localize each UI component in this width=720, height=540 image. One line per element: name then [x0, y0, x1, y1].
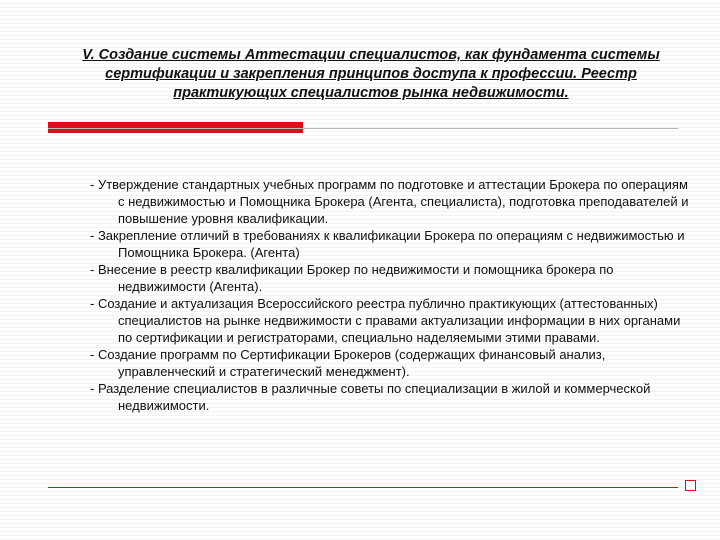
- bullet-item: - Разделение специалистов в различные советы по специализации в жилой и коммерческой недвижимости.: [90, 381, 651, 413]
- title-divider-line: [48, 128, 678, 129]
- bullet-item: - Создание программ по Сертификации Брокеров (содержащих финансовый анализ, управленческий и стратегический менеджмент).: [90, 347, 606, 379]
- slide-title: V. Создание системы Аттестации специалистов, как фундамента системы сертификации и закрепления принципов доступа к профессии. Реестр практикующих специалистов рынка недвижимости.: [82, 47, 660, 101]
- bullet-item: - Закрепление отличий в требованиях к квалификации Брокера по операциям с недвижимостью и Помощника Брокера. (Агента): [90, 228, 685, 260]
- bullet-list: [88, 176, 694, 414]
- bullet-item: - Внесение в реестр квалификации Брокер по недвижимости и помощника брокера по недвижимости (Агента).: [90, 262, 614, 294]
- bullet-item: - Создание и актуализация Всероссийского реестра публично практикующих (аттестованных) специалистов на рынке недвижимости с правами актуализации информации в них органами по сертификации и регистраторами, специально наделяемыми этими правами.: [90, 296, 681, 345]
- bottom-square-marker: [685, 480, 696, 491]
- bottom-divider-line: [48, 487, 678, 488]
- bullet-item: - Утверждение стандартных учебных программ по подготовке и аттестации Брокера по операциям с недвижимостью и Помощника Брокера (Агента, специалиста), подготовка преподавателей и повышение уровня квалификации.: [90, 177, 689, 226]
